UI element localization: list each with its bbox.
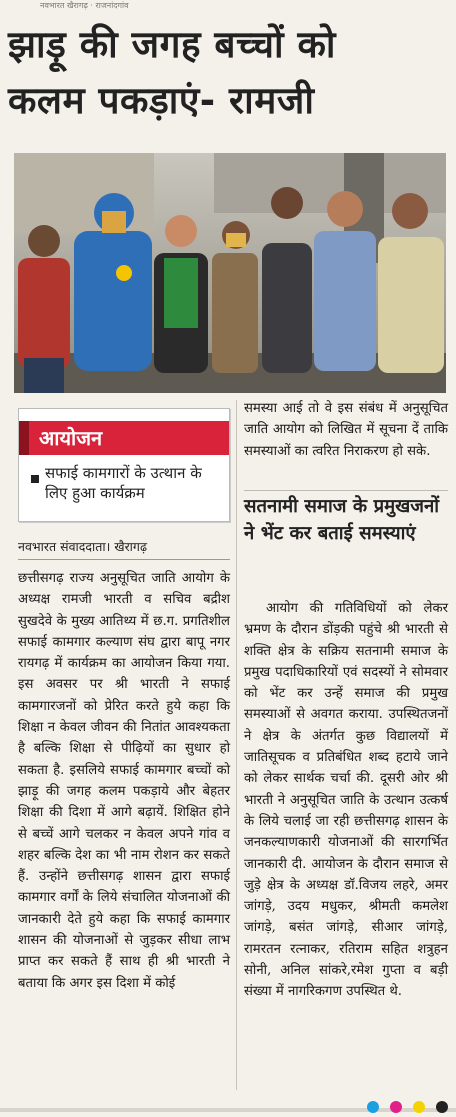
article-column-2: आयोग की गतिविधियों को लेकर भ्रमण के दौरान डोंड़की पहुंचे श्री भारती से शक्ति क्षेत्र के सक्रिय सतनामी समाज के प्रमुख पदाधिकारियों एवं सदस्यों ने सोमवार को भेंट कर उन्हें समाज की प्रमुख समस्याओं से अवगत कराया. उपस्थितजनों ने क्षेत्र के अंतर्गत कुछ विद्यालयों में जातिसूचक व प्रतिबंधित शब्द हटाये जाने को लेकर सार्थक चर्चा की. दूसरी ओर श्री भारती ने अनुसूचित जाति के उत्थान उत्कर्ष के लिये चलाई जा रही छत्तीसगढ़ शासन के जनकल्याणकारी योजनाओं की सारगर्भित जानकारी दी. आयोजन के दौरान समाज से जुड़े क्षेत्र के अध्यक्ष डॉ.विजय लहरे, अमर जांगड़े, उदय मधुकर, श्रीमती कमलेश जांगड़े, बसंत जांगड़े, सीआर जांगड़े, रामरतन रत्नाकर, रतिराम सहित शत्रुहन सोनी, अनिल सांकरे,रमेश गुप्ता व बड़ी संख्या में नागरिकगण उपस्थित थे. [244, 601, 448, 1000]
registration-mark-magenta [390, 1101, 402, 1113]
section-box [18, 408, 230, 522]
masthead-strip-text: नवभारत खैरागढ़ · राजनांदगांव [40, 1, 129, 10]
article-column-1: छत्तीसगढ़ राज्य अनुसूचित जाति आयोग के अध्यक्ष रामजी भारती व सचिव बद्रीश सुखदेवे के मुख्य आतिथ्य में छ.ग. प्रगतिशील सफाई कामगार कल्याण संघ द्वारा बापू नगर रायगढ़ में कार्यक्रम का आयोजन किया गया. इस अवसर पर श्री भारती ने सफाई कामगारजनों को प्रेरित करते हुये कहा कि शिक्षा न केवल जीवन की नितांत आवश्यकता है बल्कि शिक्षा से पीढ़ियों का सुधार हो सकता है. इसलिये सफाई कामगार बच्चों को झाड़ू की जगह कलम पकड़ाये और बेहतर शिक्षा की दिशा में आगे बढ़ायें. शिक्षित होने से बच्चें आगे चलकर न केवल अपने गांव व शहर बल्कि देश का भी नाम रोशन कर सकते हैं. उन्होंने छत्तीसगढ़ शासन द्वारा सफाई कामगार वर्गों के लिये संचालित योजनाओं की जानकारी देते हुये कहा कि सफाई कामगार शासन की योजनाओं से जुड़कर सीधा लाभ प्राप्त कर सकते हैं साथ ही श्री भारती ने बताया कि अगर इस दिशा में कोई [18, 571, 230, 991]
byline: नवभारत संवाददाता। खैरागढ़ [18, 538, 230, 560]
tag-notch [19, 421, 29, 455]
group-photo-image [14, 153, 446, 393]
headline [8, 22, 448, 124]
masthead-strip [0, 0, 456, 14]
registration-mark-yellow [413, 1101, 425, 1113]
headline-line-1: झाड़ू की जगह बच्चों को [8, 23, 336, 66]
subheadline: सफाई कामगारों के उत्थान के लिए हुआ कार्यक्रम [45, 464, 202, 502]
registration-mark-black [436, 1101, 448, 1113]
registration-mark-cyan [367, 1101, 379, 1113]
section-tag: आयोजन [29, 421, 229, 455]
article-column-2-top: समस्या आई तो वे इस संबंध में अनुसूचित जाति आयोग को लिखित में सूचना दें ताकि समस्याओं का त्वरित निराकरण हो सके. [244, 401, 448, 459]
news-photo [14, 153, 446, 393]
registration-marks [361, 1098, 448, 1110]
headline-line-2: कलम पकड़ाएं- रामजी [8, 79, 315, 122]
bullet-icon [31, 475, 39, 483]
column-divider [236, 400, 237, 1090]
subheading-2: सतनामी समाज के प्रमुखजनों ने भेंट कर बताई समस्याएं [244, 490, 448, 547]
